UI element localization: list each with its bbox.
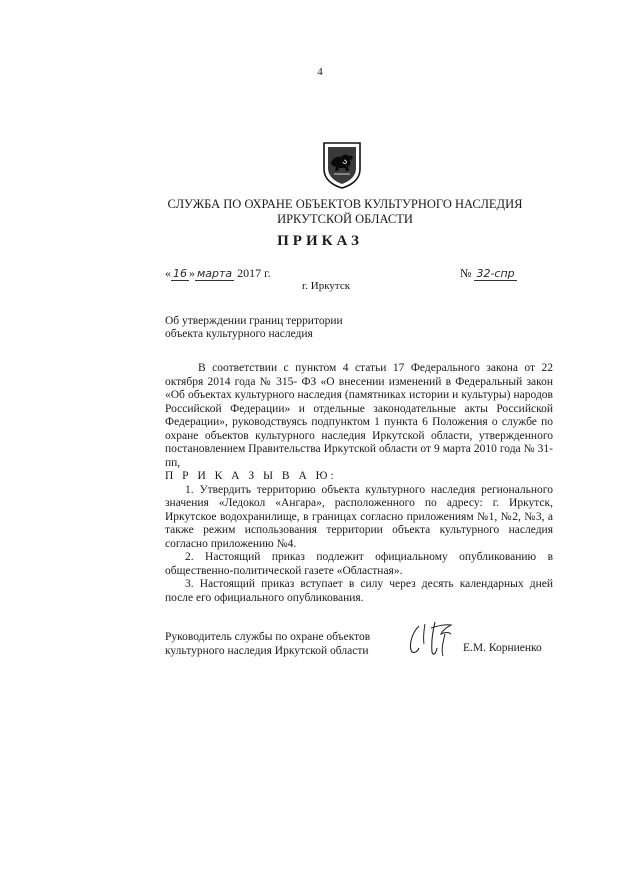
number-value: 32-спр bbox=[476, 267, 515, 280]
number-prefix: № bbox=[460, 266, 472, 280]
agency-name: СЛУЖБА ПО ОХРАНЕ ОБЪЕКТОВ КУЛЬТУРНОГО НАСЛЕДИЯ ИРКУТСКОЙ ОБЛАСТИ bbox=[167, 197, 523, 226]
date-close-quote: » bbox=[189, 266, 195, 280]
page-number: 4 bbox=[317, 66, 323, 78]
order-item-1: 1. Утвердить территорию объекта культурного наследия регионального значения «Ледокол «Ангара», расположенного по адресу: г. Иркутск, Иркутское водохранилище, в границах согласно приложениям №1, №2, №3, а также режим использования территории объекта культурного наследия согласно приложению №4. bbox=[165, 483, 553, 550]
subject-line: Об утверждении границ территории bbox=[165, 315, 343, 327]
signer-name: Е.М. Корниенко bbox=[463, 642, 542, 654]
preamble-paragraph: В соответствии с пунктом 4 статьи 17 Федерального закона от 22 октября 2014 года № 315- ФЗ «О внесении изменений в Федеральный закон «Об объектах культурного наследия (памятниках истории и культуры) народов Российской Федерации» и отдельные законодательные акты Российской Федерации», руководствуясь подпунктом 1 пункта 6 Положения о службе по охране объектов культурного наследия Иркутской области, утвержденного постановлением Правительства Иркутской области от 9 марта 2010 года № 31-пп, bbox=[165, 362, 553, 469]
document-subject bbox=[165, 315, 343, 341]
coat-of-arms-icon bbox=[322, 141, 362, 189]
order-word: П Р И К А З Ы В А Ю: bbox=[165, 470, 337, 482]
document-type-title: ПРИКАЗ bbox=[277, 233, 363, 249]
document-body bbox=[165, 362, 553, 605]
signer-position-line: Руководитель службы по охране объектов bbox=[165, 631, 371, 643]
order-item-3: 3. Настоящий приказ вступает в силу через десять календарных дней после его официального опубликования. bbox=[165, 578, 553, 604]
date-day: 16 bbox=[173, 267, 187, 280]
document-date bbox=[165, 266, 271, 281]
subject-line: объекта культурного наследия bbox=[165, 328, 313, 340]
document-city: г. Иркутск bbox=[302, 280, 351, 292]
document-number bbox=[460, 266, 517, 281]
handwritten-signature-icon bbox=[405, 618, 461, 660]
order-item-2: 2. Настоящий приказ подлежит официальному опубликованию в общественно-политической газете «Областная». bbox=[165, 551, 553, 577]
date-year: 2017 г. bbox=[237, 266, 271, 280]
date-month: марта bbox=[197, 267, 233, 280]
signer-position-line: культурного наследия Иркутской области bbox=[165, 645, 369, 657]
signer-position bbox=[165, 630, 370, 658]
date-open-quote: « bbox=[165, 266, 171, 280]
